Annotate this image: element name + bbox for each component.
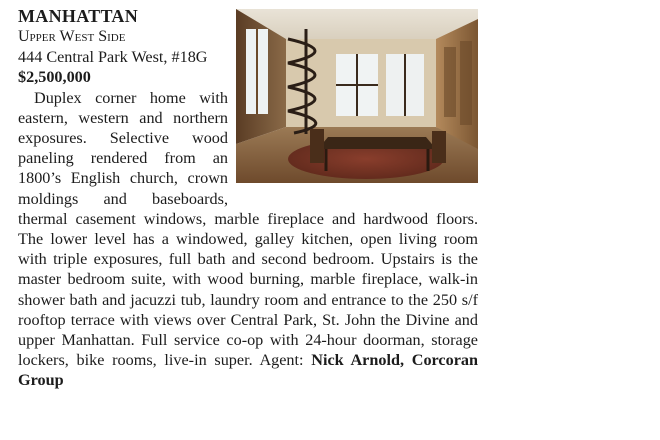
interior-photo	[236, 9, 478, 183]
real-estate-listing	[18, 6, 478, 391]
neighborhood-heading: MANHATTAN	[18, 6, 139, 26]
subarea-label: Upper West Side	[18, 28, 126, 45]
price-text: $2,500,000	[18, 68, 91, 87]
address-text: 444 Central Park West, #18G	[18, 48, 208, 67]
agent-name: Nick Arnold, Corcoran Group	[18, 351, 478, 390]
description-text: Duplex corner home with eastern, western and northern exposures. Selective wood paneling rendered from an 1800’s English church, crown moldings and baseboards, thermal casement windows, marble fireplace and hardwood floors. The lower level has a windowed, galley kitchen, open living room with triple exposures, full bath and second bedroom. Upstairs is the master bedroom suite, with wood burning, marble fireplace, walk-in shower bath and jacuzzi tub, laundry room and entrance to the 250 s/f rooftop terrace with views over Central Park, St. John the Divine and upper Manhattan. Full service co-op with 24-hour doorman, storage lockers, bike rooms, live-in super. Agent:	[18, 88, 478, 370]
